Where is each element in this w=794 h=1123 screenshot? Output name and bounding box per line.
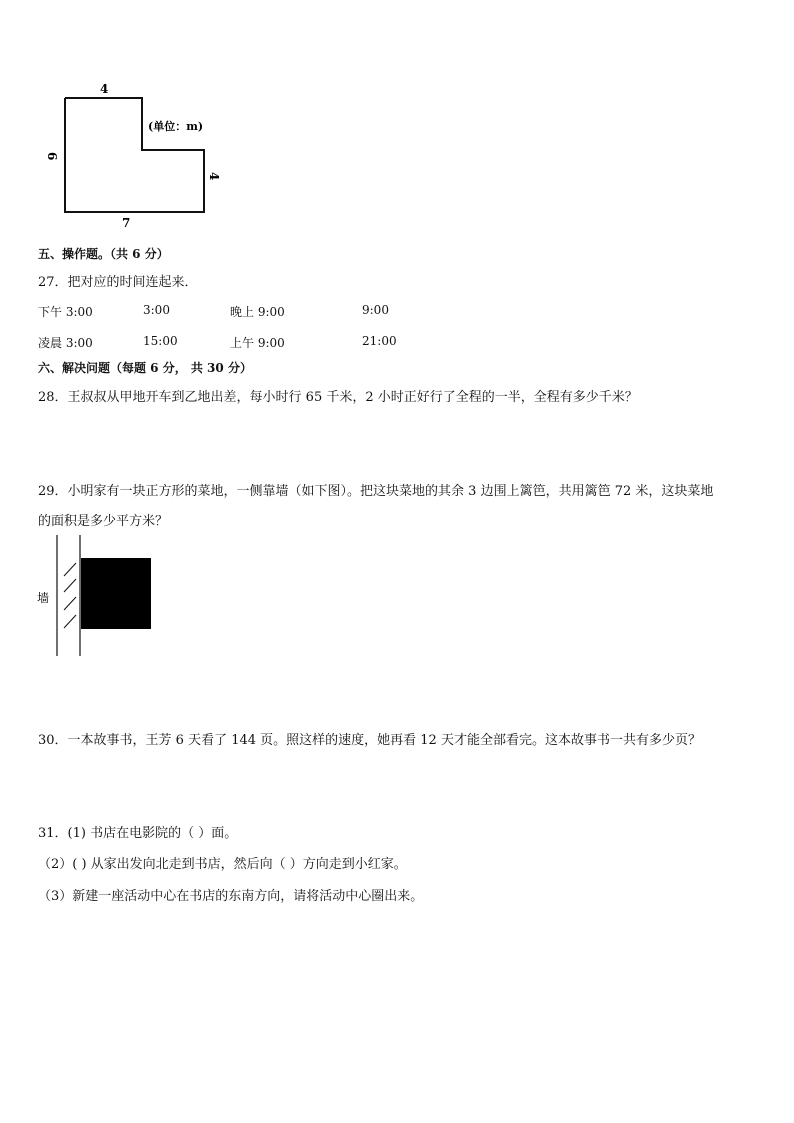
l-shape-bottom-label: 7 xyxy=(122,216,131,228)
l-shape-unit-note: (单位：m) xyxy=(148,120,204,133)
l-shape-right-label: 4 xyxy=(207,172,221,181)
q31-part2: （2）( ) 从家出发向北走到书店，然后向（ ）方向走到小红家。 xyxy=(38,857,407,872)
l-shape-top-label: 4 xyxy=(100,82,109,96)
q30-text: 30．一本故事书，王芳 6 天看了 144 页。照这样的速度，她再看 12 天才能全部看完。这本故事书一共有多少页？ xyxy=(38,733,701,748)
q29-text-line2: 的面积是多少平方米？ xyxy=(38,514,169,529)
q27-row2-item4: 21:00 xyxy=(362,334,397,348)
q27-row1-item2: 3:00 xyxy=(143,303,170,317)
wall-square-figure xyxy=(30,532,170,662)
q29-text-line1: 29．小明家有一块正方形的菜地，一侧靠墙（如下图）。把这块菜地的其余 3 边围上篱笆，共用篱笆 72 米，这块菜地 xyxy=(38,484,714,499)
q27-row1-item4: 9:00 xyxy=(362,303,389,317)
wall-label: 墙 xyxy=(37,591,50,605)
q31-part1: 31．(1) 书店在电影院的（ ）面。 xyxy=(38,826,238,841)
l-shape-left-label: 6 xyxy=(45,152,59,161)
q31-part3: （3）新建一座活动中心在书店的东南方向，请将活动中心圈出来。 xyxy=(38,889,424,904)
section5-heading: 五、操作题。（共 6 分） xyxy=(38,247,169,261)
l-shape-figure xyxy=(40,78,240,228)
q27-row2-item2: 15:00 xyxy=(143,334,178,348)
q27-text: 27．把对应的时间连起来． xyxy=(38,275,198,290)
q27-row2-item1: 凌晨 3:00 xyxy=(38,336,93,350)
vegetable-plot-square xyxy=(81,558,151,629)
q28-text: 28．王叔叔从甲地开车到乙地出差，每小时行 65 千米，2 小时正好行了全程的一半，全程有多少千米？ xyxy=(38,390,638,405)
section6-heading: 六、解决问题（每题 6 分， 共 30 分） xyxy=(38,361,252,375)
q27-row1-item3: 晚上 9:00 xyxy=(230,305,285,319)
q27-row2-item3: 上午 9:00 xyxy=(230,336,285,350)
q27-row1-item1: 下午 3:00 xyxy=(38,305,93,319)
